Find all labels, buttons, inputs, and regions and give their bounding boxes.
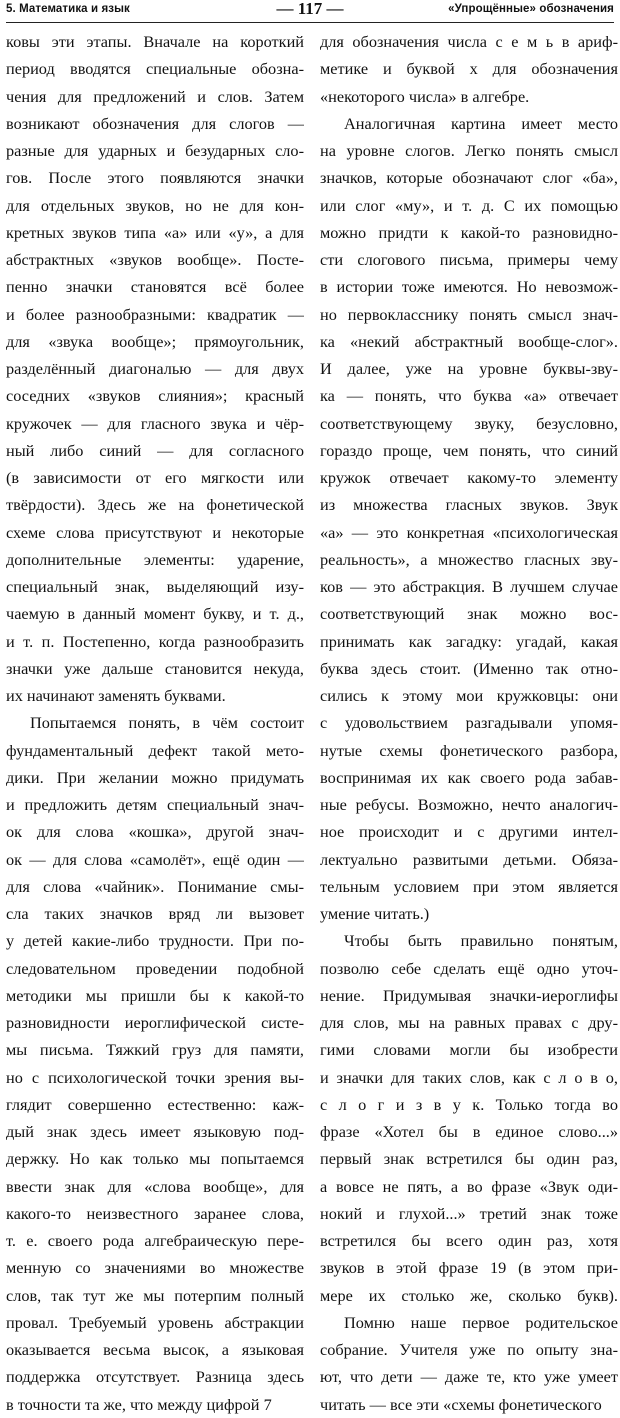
text-line: а вовсе не пять, а во фразе «Звук оди- xyxy=(320,1176,618,1196)
text-line: т. е. своего рода алгебраическую пере- xyxy=(6,1231,304,1250)
text-line: их начинают заменять буквами. xyxy=(6,686,226,705)
text-line: тельным условием при этом является xyxy=(320,876,618,896)
text-line: абстрактных «звуков вообще». Посте- xyxy=(6,250,304,269)
text-line: ков — это абстракция. В лучшем случае xyxy=(320,577,618,596)
text-line: гов. После этого появляются значки xyxy=(6,168,304,188)
text-line: позволю себе сделать ещё одно уточ- xyxy=(320,958,618,978)
text-line: (в зависимости от его мягкости или xyxy=(6,468,304,487)
text-line: для слова «чайник». Понимание смы- xyxy=(6,876,304,896)
text-line: звуков в этой фразе 19 (в этом при- xyxy=(320,1258,618,1278)
text-line: но с психологической точки зрения вы- xyxy=(6,1067,304,1087)
text-line: фразе «Хотел бы в единое слово...» xyxy=(320,1122,618,1141)
text-line: период вводятся специальные обозна- xyxy=(6,59,304,79)
text-line: «некоторого числа» в алгебре. xyxy=(320,86,530,106)
text-line: и т. п. Постепенно, когда разнообразить xyxy=(6,631,304,651)
text-line: пенно значки становятся всё более xyxy=(6,277,304,297)
text-line: «а» — это конкретная «психологическая xyxy=(320,522,618,542)
text-line: Аналогичная картина имеет место xyxy=(344,113,618,133)
text-line: встретился бы всего один раз, хотя xyxy=(320,1231,618,1250)
text-line: провал. Требуемый уровень абстракции xyxy=(6,1312,304,1332)
text-line: возникают обозначения для слогов — xyxy=(6,113,304,133)
text-line: кретных звуков типа «а» или «у», а для xyxy=(6,222,304,242)
text-line: из множества гласных звуков. Звук xyxy=(320,495,618,515)
text-line: схеме слова присутствуют и некоторые xyxy=(6,522,304,542)
text-line: чения для предложений и слов. Затем xyxy=(6,86,304,106)
text-line: умение читать.) xyxy=(320,904,430,923)
text-line: соответствующему звуку, безусловно, xyxy=(320,413,618,433)
text-line: буква здесь стоит. (Именно так отно- xyxy=(320,658,618,678)
text-line: в точности та же, что между цифрой 7 xyxy=(6,1394,272,1414)
text-line: собрание. Учителя уже по опыту зна- xyxy=(320,1340,618,1359)
text-line: менную со значениями во множестве xyxy=(6,1258,304,1278)
text-line: воспринимая их как своего рода забав- xyxy=(320,767,618,787)
text-line: методики мы пришли бы к какой-то xyxy=(6,985,304,1005)
text-line: кружочек — для гласного звука и чёр- xyxy=(6,413,304,433)
page-number: — 117 — xyxy=(276,0,344,18)
text-line: и значки для таких слов, как с л о в о, xyxy=(320,1067,618,1087)
text-line: мы письма. Тяжкий груз для памяти, xyxy=(6,1040,304,1060)
text-line: держку. Но как только мы попытаемся xyxy=(6,1149,304,1169)
text-line: или слог «му», и т. д. С их помощью xyxy=(320,195,618,215)
header-chapter: «Упрощённые» обозначения xyxy=(448,3,614,15)
text-line: следовательном проведении подобной xyxy=(6,958,304,978)
text-line: соответствующий знак можно вос- xyxy=(320,604,618,624)
text-line: ют, что дети — даже те, кто уже умеет xyxy=(320,1367,618,1387)
text-line: значки уже дальше становится некуда, xyxy=(6,658,304,678)
text-line: Попытаемся понять, в чём состоит xyxy=(30,713,304,733)
text-line: на уровне слогов. Легко понять смысл xyxy=(320,141,618,160)
text-line: глядит совершенно естественно: каж- xyxy=(6,1094,304,1114)
text-line: твёрдости). Здесь же на фонетической xyxy=(6,495,304,515)
text-line: дый знак здесь имеет языковую под- xyxy=(6,1122,304,1141)
text-line: сла таких значков вряд ли вызовет xyxy=(6,904,304,923)
text-line: гими словами могли бы изобрести xyxy=(320,1040,618,1060)
text-line: ка «некий абстрактный вообще-слог». xyxy=(320,331,618,351)
text-line: нокий и глухой...» третий знак тоже xyxy=(320,1203,618,1223)
text-line: оказывается весьма высок, а языковая xyxy=(6,1340,304,1359)
text-line: у детей какие-либо трудности. При по- xyxy=(6,931,304,951)
text-line: реальность», а множество гласных зву- xyxy=(320,549,618,569)
text-line: Помню наше первое родительское xyxy=(344,1312,618,1332)
text-line: специальный знак, выделяющий изу- xyxy=(6,577,304,596)
text-line: лектуально развитыми детьми. Обяза- xyxy=(320,849,618,869)
text-line: разделённый диагональю — для двух xyxy=(6,359,304,378)
text-line: для обозначения числа с е м ь в ариф- xyxy=(320,32,618,51)
running-header xyxy=(6,0,614,23)
text-line: и более разнообразными: квадратик — xyxy=(6,304,304,324)
text-line: сились к этому мои кружковцы: они xyxy=(320,686,618,705)
text-line: чаемую в данный момент букву, и т. д., xyxy=(6,604,304,624)
text-line: значков, которые обозначают слог «ба», xyxy=(320,168,618,188)
text-line: соседних «звуков слияния»; красный xyxy=(6,386,304,406)
text-line: И далее, уже на уровне буквы-зву- xyxy=(320,359,618,378)
text-line: с л о г и з в у к. Только тогда во xyxy=(320,1094,618,1114)
text-line: дополнительные элементы: ударение, xyxy=(6,549,304,569)
text-line: ввести знак для «слова вообще», для xyxy=(6,1176,304,1196)
text-line: кружок отвечает какому-то элементу xyxy=(320,468,618,487)
text-line: Чтобы быть правильно понятым, xyxy=(344,931,618,951)
text-line: метике и буквой x для обозначения xyxy=(320,59,618,79)
text-line: разновидности иероглифической систе- xyxy=(6,1013,304,1032)
header-section: 5. Математика и язык xyxy=(6,3,130,15)
text-line: для отдельных звуков, но не для кон- xyxy=(6,195,304,215)
text-line: и предложить детям специальный знач- xyxy=(6,795,304,814)
text-line: нение. Придумывая значки-иероглифы xyxy=(320,985,618,1005)
text-line: поддержка отсутствует. Разница здесь xyxy=(6,1367,304,1387)
text-line: для «звука вообще»; прямоугольник, xyxy=(6,331,304,351)
text-line: мере их столько же, сколько букв). xyxy=(320,1285,618,1305)
text-line: ные ребусы. Возможно, нечто аналогич- xyxy=(320,795,618,814)
text-line: но первокласснику понять смысл знач- xyxy=(320,304,618,324)
right-text-column xyxy=(320,28,618,1418)
left-text-column xyxy=(6,28,304,1418)
text-line: для слов, мы на равных правах с дру- xyxy=(320,1013,618,1032)
text-line: ное происходит и с другими интел- xyxy=(320,822,618,842)
text-line: принимать как загадку: угадай, какая xyxy=(320,631,618,651)
text-line: слов, так тут же мы потерпим полный xyxy=(6,1285,304,1305)
text-line: какого-то неизвестного заранее слова, xyxy=(6,1203,304,1223)
text-line: дики. При желании можно придумать xyxy=(6,767,304,787)
text-line: читать — все эти «схемы фонетического xyxy=(320,1394,602,1414)
text-line: фундаментальный дефект такой мето- xyxy=(6,740,304,760)
text-line: ок для слова «кошка», другой знач- xyxy=(6,822,304,842)
text-line: первый знак встретился бы один раз, xyxy=(320,1149,618,1169)
text-line: ковы эти этапы. Вначале на короткий xyxy=(6,32,304,51)
text-line: гораздо проще, чем понять, что синий xyxy=(320,440,618,460)
text-line: нутые схемы фонетического разбора, xyxy=(320,740,618,760)
text-line: ка — понять, что буква «а» отвечает xyxy=(320,386,618,406)
text-line: ок — для слова «самолёт», ещё один — xyxy=(6,849,304,869)
text-line: разные для ударных и безударных сло- xyxy=(6,141,304,160)
text-line: можно придти к какой-то разновидно- xyxy=(320,222,618,242)
text-line: сти слогового письма, примеры чему xyxy=(320,250,618,269)
text-line: с удовольствием разгадывали упомя- xyxy=(320,713,618,733)
text-line: в истории тоже имеются. Но невозмож- xyxy=(320,277,618,297)
text-line: ный либо синий — для согласного xyxy=(6,440,304,460)
